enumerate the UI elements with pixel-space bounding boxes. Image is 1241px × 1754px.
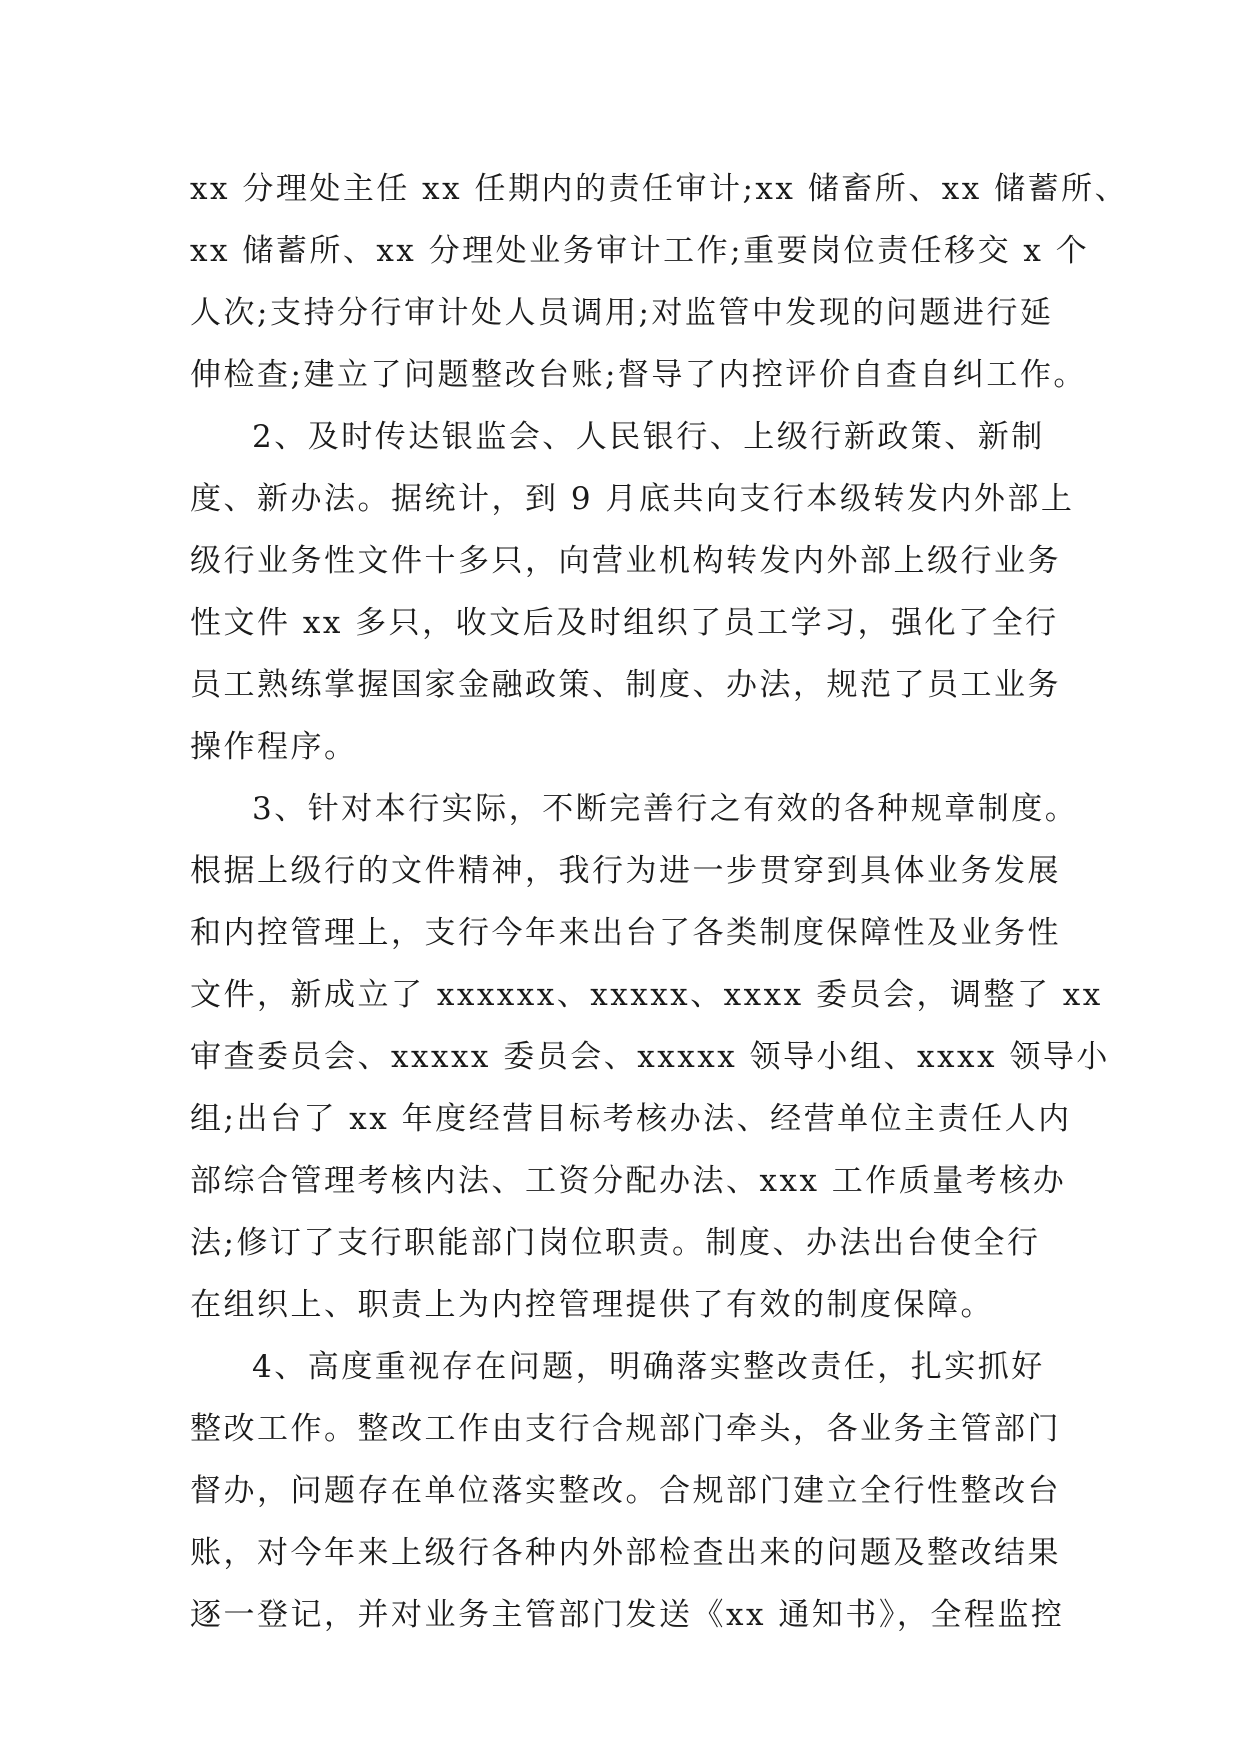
text-line: 性文件 xx 多只，收文后及时组织了员工学习，强化了全行 <box>190 605 1059 641</box>
text-line: 和内控管理上，支行今年来出台了各类制度保障性及业务性 <box>190 915 1061 951</box>
text-line: 人次;支持分行审计处人员调用;对监管中发现的问题进行延 <box>190 295 1054 331</box>
text-line: 伸检查;建立了问题整改台账;督导了内控评价自查自纠工作。 <box>190 357 1087 393</box>
document-body <box>190 158 1129 1646</box>
text-line: 账，对今年来上级行各种内外部检查出来的问题及整改结果 <box>190 1535 1061 1571</box>
text-line: 法;修订了支行职能部门岗位职责。制度、办法出台使全行 <box>190 1225 1041 1261</box>
text-line: 根据上级行的文件精神，我行为进一步贯穿到具体业务发展 <box>190 853 1061 889</box>
text-line: 组;出台了 xx 年度经营目标考核办法、经营单位主责任人内 <box>190 1101 1072 1137</box>
text-line: 整改工作。整改工作由支行合规部门牵头，各业务主管部门 <box>190 1411 1061 1447</box>
text-line: 逐一登记，并对业务主管部门发送《xx 通知书》，全程监控 <box>190 1597 1065 1633</box>
text-line: xx 分理处主任 xx 任期内的责任审计;xx 储畜所、xx 储蓄所、 <box>190 171 1129 207</box>
text-line: 督办，问题存在单位落实整改。合规部门建立全行性整改台 <box>190 1473 1061 1509</box>
text-line: 级行业务性文件十多只，向营业机构转发内外部上级行业务 <box>190 543 1061 579</box>
text-line: 员工熟练掌握国家金融政策、制度、办法，规范了员工业务 <box>190 667 1061 703</box>
paragraph-start-line: 2、及时传达银监会、人民银行、上级行新政策、新制 <box>252 419 1045 455</box>
paragraph-start-line: 3、针对本行实际，不断完善行之有效的各种规章制度。 <box>252 791 1079 827</box>
text-line: 文件，新成立了 xxxxxx、xxxxx、xxxx 委员会，调整了 xx <box>190 977 1103 1013</box>
text-line: 度、新办法。据统计，到 9 月底共向支行本级转发内外部上 <box>190 481 1075 517</box>
text-line: 在组织上、职责上为内控管理提供了有效的制度保障。 <box>190 1287 994 1323</box>
text-line: 部综合管理考核内法、工资分配办法、xxx 工作质量考核办 <box>190 1163 1067 1199</box>
paragraph-start-line: 4、高度重视存在问题，明确落实整改责任，扎实抓好 <box>252 1349 1045 1385</box>
text-line: 审查委员会、xxxxx 委员会、xxxxx 领导小组、xxxx 领导小 <box>190 1039 1110 1075</box>
text-line: 操作程序。 <box>190 729 358 765</box>
text-line: xx 储蓄所、xx 分理处业务审计工作;重要岗位责任移交 x 个 <box>190 233 1090 269</box>
